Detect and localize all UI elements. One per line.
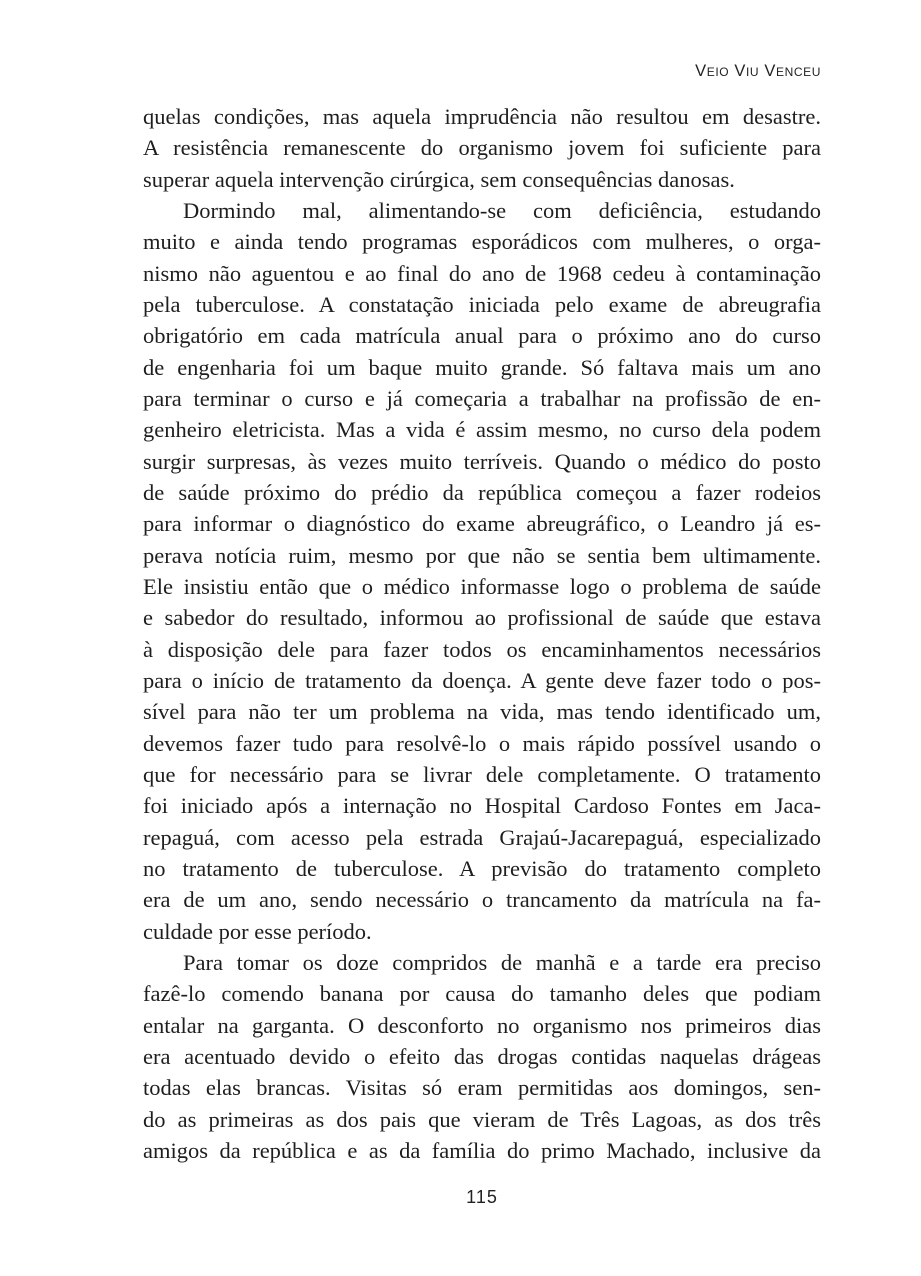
text-line: repaguá, com acesso pela estrada Grajaú-Jacarepaguá, especializado [143, 824, 821, 850]
text-line: entalar na garganta. O desconforto no organismo nos primeiros dias [143, 1012, 821, 1038]
text-line: surgir surpresas, às vezes muito terríveis. Quando o médico do posto [143, 448, 821, 474]
page-number: 115 [466, 1187, 498, 1207]
text-line: genheiro eletricista. Mas a vida é assim mesmo, no curso dela podem [143, 417, 821, 443]
text-line: pela tuberculose. A constatação iniciada pelo exame de abreugrafia [143, 291, 821, 317]
text-line: de engenharia foi um baque muito grande. Só faltava mais um ano [143, 354, 821, 380]
text-line: A resistência remanescente do organismo jovem foi suficiente para [143, 135, 821, 161]
text-line: para informar o diagnóstico do exame abreugráfico, o Leandro já es- [143, 511, 821, 537]
text-line: do as primeiras as dos pais que vieram de Três Lagoas, as dos três [143, 1106, 821, 1132]
text-line: todas elas brancas. Visitas só eram permitidas aos domingos, sen- [143, 1075, 821, 1101]
text-line: no tratamento de tuberculose. A previsão do tratamento completo [143, 855, 821, 881]
text-line: culdade por esse período. [143, 918, 372, 944]
running-header: Veio Viu Venceu [695, 62, 821, 80]
body-text [143, 101, 821, 1166]
text-line: perava notícia ruim, mesmo por que não se sentia bem ultimamente. [143, 542, 821, 568]
text-line: Ele insistiu então que o médico informasse logo o problema de saúde [143, 573, 821, 599]
text-line: Para tomar os doze compridos de manhã e a tarde era preciso [183, 949, 821, 975]
text-line: que for necessário para se livrar dele completamente. O tratamento [143, 761, 821, 787]
text-line: superar aquela intervenção cirúrgica, sem consequências danosas. [143, 166, 735, 192]
text-line: devemos fazer tudo para resolvê-lo o mais rápido possível usando o [143, 730, 821, 756]
text-line: para terminar o curso e já começaria a trabalhar na profissão de en- [143, 385, 821, 411]
text-line: sível para não ter um problema na vida, mas tendo identificado um, [143, 699, 821, 725]
text-line: de saúde próximo do prédio da república começou a fazer rodeios [143, 479, 821, 505]
text-line: e sabedor do resultado, informou ao profissional de saúde que estava [143, 605, 821, 631]
text-line: quelas condições, mas aquela imprudência não resultou em desastre. [143, 104, 821, 129]
text-line: era de um ano, sendo necessário o trancamento da matrícula na fa- [143, 887, 821, 913]
text-line: obrigatório em cada matrícula anual para o próximo ano do curso [143, 323, 821, 349]
text-line: era acentuado devido o efeito das drogas contidas naquelas drágeas [143, 1043, 821, 1069]
text-line: à disposição dele para fazer todos os encaminhamentos necessários [143, 636, 821, 662]
text-line: amigos da república e as da família do primo Machado, inclusive da [143, 1137, 821, 1163]
text-line: muito e ainda tendo programas esporádicos com mulheres, o orga- [143, 229, 821, 255]
text-line: foi iniciado após a internação no Hospital Cardoso Fontes em Jaca- [143, 793, 821, 819]
text-line: nismo não aguentou e ao final do ano de 1968 cedeu à contaminação [143, 260, 821, 286]
text-line: fazê-lo comendo banana por causa do tamanho deles que podiam [143, 981, 821, 1007]
text-line: para o início de tratamento da doença. A gente deve fazer todo o pos- [143, 667, 821, 693]
text-line: Dormindo mal, alimentando-se com deficiência, estudando [183, 197, 821, 223]
